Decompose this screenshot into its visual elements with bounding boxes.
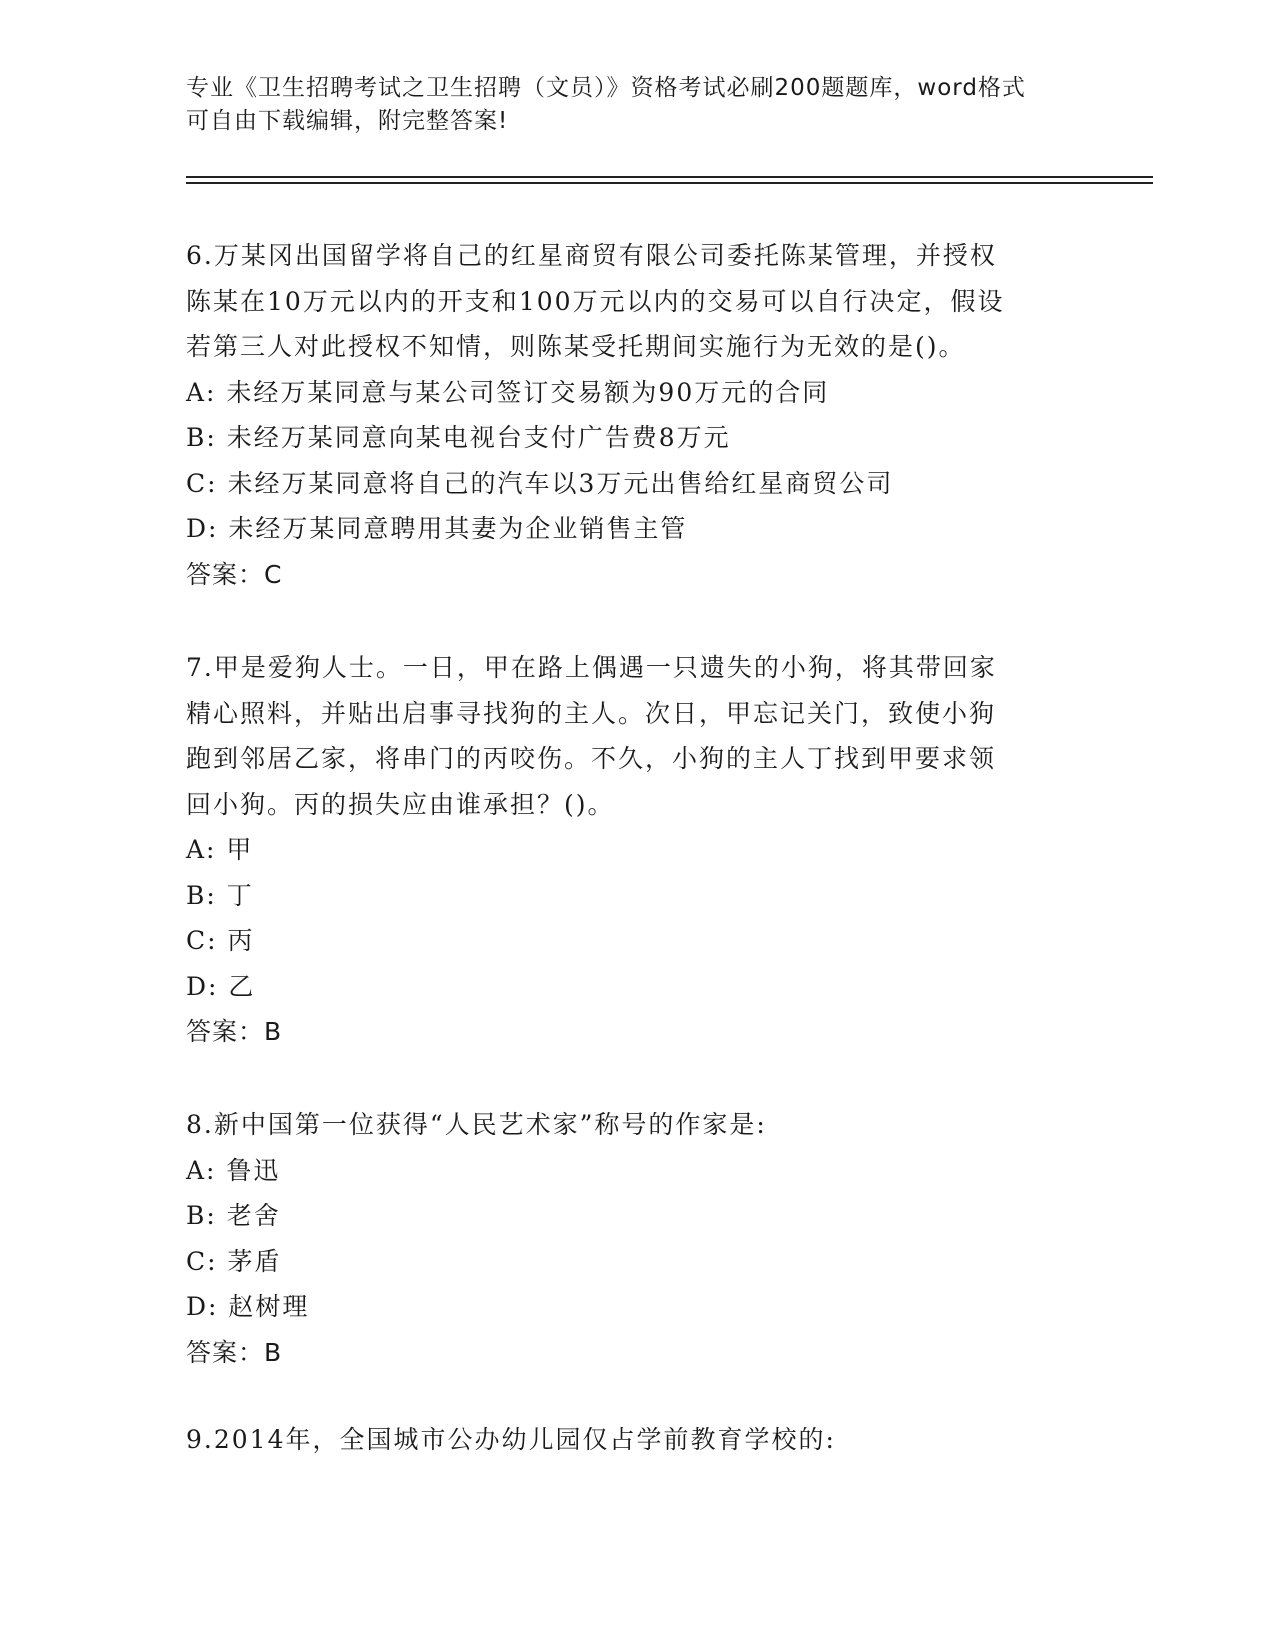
question-stem: 7.甲是爱狗人士。一日，甲在路上偶遇一只遗失的小狗，将其带回家 bbox=[186, 653, 997, 682]
question-stem: 陈某在10万元以内的开支和100万元以内的交易可以自行决定，假设 bbox=[186, 286, 1005, 316]
question-stem: 9.2014年，全国城市公办幼儿园仅占学前教育学校的: bbox=[186, 1425, 836, 1454]
question-stem: 回小狗。丙的损失应由谁承担？()。 bbox=[186, 789, 615, 819]
question-7 bbox=[186, 645, 1086, 1055]
option-b: B: 未经万某同意向某电视台支付广告费8万元 bbox=[186, 423, 731, 452]
option-b: B: 老舍 bbox=[186, 1201, 281, 1230]
question-stem: 若第三人对此授权不知情，则陈某受托期间实施行为无效的是()。 bbox=[186, 332, 966, 361]
option-c: C: 丙 bbox=[186, 926, 255, 955]
header-line-1: 专业《卫生招聘考试之卫生招聘（文员）》资格考试必刷200题题库，word格式 bbox=[186, 75, 1026, 101]
option-c: C: 茅盾 bbox=[186, 1246, 282, 1276]
header-divider-top bbox=[186, 176, 1153, 178]
option-c: C: 未经万某同意将自己的汽车以3万元出售给红星商贸公司 bbox=[186, 468, 894, 498]
option-a: A: 未经万某同意与某公司签订交易额为90万元的合同 bbox=[186, 377, 830, 407]
question-stem: 8.新中国第一位获得“人民艺术家”称号的作家是: bbox=[186, 1110, 767, 1139]
option-a: A: 甲 bbox=[186, 835, 254, 864]
question-stem: 6.万某冈出国留学将自己的红星商贸有限公司委托陈某管理，并授权 bbox=[186, 241, 997, 270]
answer: 答案：C bbox=[186, 559, 283, 589]
question-stem: 精心照料，并贴出启事寻找狗的主人。次日，甲忘记关门，致使小狗 bbox=[186, 698, 997, 728]
question-8 bbox=[186, 1102, 1086, 1375]
question-stem: 跑到邻居乙家，将串门的丙咬伤。不久，小狗的主人丁找到甲要求领 bbox=[186, 744, 997, 773]
document-header bbox=[186, 72, 1086, 138]
option-b: B: 丁 bbox=[186, 880, 254, 910]
question-9 bbox=[186, 1417, 1086, 1463]
option-d: D: 赵树理 bbox=[186, 1292, 310, 1321]
answer: 答案：B bbox=[186, 1017, 283, 1046]
header-divider-bottom bbox=[186, 182, 1153, 184]
answer: 答案：B bbox=[186, 1337, 283, 1367]
option-d: D: 乙 bbox=[186, 971, 256, 1001]
header-line-2: 可自由下载编辑，附完整答案! bbox=[186, 108, 509, 134]
option-d: D: 未经万某同意聘用其妻为企业销售主管 bbox=[186, 514, 688, 543]
question-6 bbox=[186, 233, 1086, 597]
option-a: A: 鲁迅 bbox=[186, 1155, 281, 1185]
